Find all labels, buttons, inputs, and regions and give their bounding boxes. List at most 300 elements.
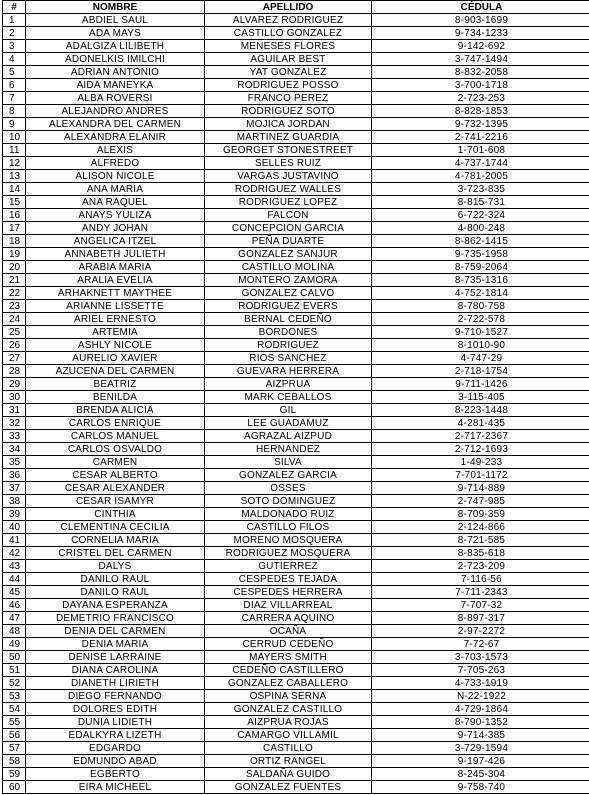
row-number: 41 (3, 534, 26, 547)
row-number: 9 (3, 118, 26, 131)
row-cedula: 7-707-32 (372, 599, 589, 612)
row-number: 33 (3, 430, 26, 443)
table-row (3, 352, 589, 365)
row-nombre: DIANETH LIRIETH (26, 677, 205, 690)
row-cedula: 8-709-359 (372, 508, 589, 521)
row-nombre: CESAR ALEXANDER (26, 482, 205, 495)
table-row (3, 482, 589, 495)
row-number: 55 (3, 716, 26, 729)
row-nombre: BRENDA ALICIA (26, 404, 205, 417)
table-row (3, 573, 589, 586)
row-apellido: MORENO MOSQUERA (205, 534, 372, 547)
table-row (3, 612, 589, 625)
table-row (3, 651, 589, 664)
row-number: 59 (3, 768, 26, 781)
table-row (3, 131, 589, 144)
row-cedula: 8-721-585 (372, 534, 589, 547)
row-cedula: 3-747-1494 (372, 53, 589, 66)
row-apellido: RODRIGUEZ EVERS (205, 300, 372, 313)
row-number: 51 (3, 664, 26, 677)
row-apellido: GONZALEZ CALVO (205, 287, 372, 300)
row-apellido: CESPEDES HERRERA (205, 586, 372, 599)
row-number: 26 (3, 339, 26, 352)
table-row (3, 248, 589, 261)
row-cedula: 4-752-1814 (372, 287, 589, 300)
row-number: 60 (3, 781, 26, 794)
row-cedula: 8-790-1352 (372, 716, 589, 729)
row-apellido: GUTIERREZ (205, 560, 372, 573)
table-row (3, 235, 589, 248)
row-number: 45 (3, 586, 26, 599)
row-nombre: AURELIO XAVIER (26, 352, 205, 365)
row-number: 34 (3, 443, 26, 456)
row-nombre: ARIEL ERNESTO (26, 313, 205, 326)
row-cedula: 9-710-1527 (372, 326, 589, 339)
row-number: 10 (3, 131, 26, 144)
table-row (3, 209, 589, 222)
row-nombre: DOLORES EDITH (26, 703, 205, 716)
row-nombre: DENISE LARRAINE (26, 651, 205, 664)
row-number: 50 (3, 651, 26, 664)
row-apellido: ORTIZ RANGEL (205, 755, 372, 768)
row-nombre: EDGARDO (26, 742, 205, 755)
row-nombre: CESAR ISAMYR (26, 495, 205, 508)
row-nombre: ANA RAQUEL (26, 196, 205, 209)
row-cedula: 3-723-835 (372, 183, 589, 196)
table-row (3, 625, 589, 638)
row-apellido: SOTO DOMINGUEZ (205, 495, 372, 508)
row-nombre: CLEMENTINA CECILIA (26, 521, 205, 534)
table-row (3, 638, 589, 651)
table-row (3, 105, 589, 118)
table-row (3, 664, 589, 677)
row-nombre: EGBERTO (26, 768, 205, 781)
row-cedula: 2-712-1693 (372, 443, 589, 456)
table-row (3, 768, 589, 781)
row-nombre: DIANA CAROLINA (26, 664, 205, 677)
row-number: 16 (3, 209, 26, 222)
table-row (3, 742, 589, 755)
row-apellido: ALVAREZ RODRIGUEZ (205, 14, 372, 27)
row-number: 57 (3, 742, 26, 755)
row-number: 38 (3, 495, 26, 508)
row-number: 48 (3, 625, 26, 638)
table-row (3, 53, 589, 66)
row-number: 22 (3, 287, 26, 300)
row-number: 23 (3, 300, 26, 313)
row-number: 46 (3, 599, 26, 612)
table-row (3, 690, 589, 703)
row-nombre: DANILO RAUL (26, 573, 205, 586)
row-apellido: CASTILLO MOLINA (205, 261, 372, 274)
row-apellido: FRANCO PEREZ (205, 92, 372, 105)
table-row (3, 92, 589, 105)
row-cedula: 3-703-1573 (372, 651, 589, 664)
row-nombre: EIRA MICHEEL (26, 781, 205, 794)
row-apellido: RODRIGUEZ SOTO (205, 105, 372, 118)
row-number: 14 (3, 183, 26, 196)
table-row (3, 66, 589, 79)
row-cedula: 8-245-304 (372, 768, 589, 781)
row-nombre: DEMETRIO FRANCISCO (26, 612, 205, 625)
row-cedula: 7-72-67 (372, 638, 589, 651)
row-cedula: 1-49-233 (372, 456, 589, 469)
row-apellido: RODRIGUEZ LOPEZ (205, 196, 372, 209)
row-cedula: 7-711-2343 (372, 586, 589, 599)
row-nombre: CARLOS OSVALDO (26, 443, 205, 456)
row-nombre: CORNELIA MARIA (26, 534, 205, 547)
row-nombre: AZUCENA DEL CARMEN (26, 365, 205, 378)
table-row (3, 40, 589, 53)
row-cedula: 3-115-405 (372, 391, 589, 404)
row-number: 35 (3, 456, 26, 469)
table-row (3, 144, 589, 157)
table-row (3, 534, 589, 547)
row-nombre: ANAYS YULIZA (26, 209, 205, 222)
table-row (3, 521, 589, 534)
row-apellido: CAMARGO VILLAMIL (205, 729, 372, 742)
table-row (3, 196, 589, 209)
row-apellido: VARGAS JUSTAVINO (205, 170, 372, 183)
row-number: 47 (3, 612, 26, 625)
row-nombre: ABDIEL SAUL (26, 14, 205, 27)
row-number: 19 (3, 248, 26, 261)
row-apellido: BERNAL CEDEÑO (205, 313, 372, 326)
row-cedula: 9-714-889 (372, 482, 589, 495)
table-row (3, 157, 589, 170)
row-cedula: 8-832-2058 (372, 66, 589, 79)
table-row (3, 261, 589, 274)
row-cedula: 9-732-1395 (372, 118, 589, 131)
row-cedula: 7-705-263 (372, 664, 589, 677)
row-apellido: GIL (205, 404, 372, 417)
row-apellido: GONZALEZ GARCIA (205, 469, 372, 482)
row-nombre: CRISTEL DEL CARMEN (26, 547, 205, 560)
row-number: 37 (3, 482, 26, 495)
row-number: 36 (3, 469, 26, 482)
row-cedula: 8-1010-90 (372, 339, 589, 352)
row-cedula: 8-862-1415 (372, 235, 589, 248)
row-apellido: OSSES (205, 482, 372, 495)
row-nombre: CARLOS ENRIQUE (26, 417, 205, 430)
row-cedula: 4-737-1744 (372, 157, 589, 170)
row-apellido: DIAZ VILLARREAL (205, 599, 372, 612)
row-cedula: 1-701-608 (372, 144, 589, 157)
table-row (3, 300, 589, 313)
row-number: 28 (3, 365, 26, 378)
row-cedula: 3-700-1718 (372, 79, 589, 92)
row-cedula: 7-701-1172 (372, 469, 589, 482)
row-cedula: 8-897-317 (372, 612, 589, 625)
row-number: 27 (3, 352, 26, 365)
row-apellido: SELLES RUIZ (205, 157, 372, 170)
row-apellido: AGRAZAL AIZPUD (205, 430, 372, 443)
row-nombre: ANNABETH JULIETH (26, 248, 205, 261)
table-row (3, 313, 589, 326)
row-number: 12 (3, 157, 26, 170)
table-header (3, 1, 589, 14)
row-cedula: 2-717-2367 (372, 430, 589, 443)
row-number: 31 (3, 404, 26, 417)
table-row (3, 14, 589, 27)
row-number: 7 (3, 92, 26, 105)
row-apellido: HERNANDEZ (205, 443, 372, 456)
row-nombre: EDALKYRA LIZETH (26, 729, 205, 742)
row-apellido: OSPINA SERNA (205, 690, 372, 703)
row-cedula: 8-759-2064 (372, 261, 589, 274)
table-row (3, 391, 589, 404)
row-nombre: DUNIA LIDIETH (26, 716, 205, 729)
table-row (3, 677, 589, 690)
row-number: 5 (3, 66, 26, 79)
row-apellido: CASTILLO FILOS (205, 521, 372, 534)
row-apellido: RODRIGUEZ (205, 339, 372, 352)
row-nombre: ARTEMIA (26, 326, 205, 339)
table-row (3, 378, 589, 391)
table-row (3, 729, 589, 742)
row-number: 44 (3, 573, 26, 586)
row-number: 18 (3, 235, 26, 248)
row-number: 30 (3, 391, 26, 404)
row-cedula: 2-741-2216 (372, 131, 589, 144)
row-nombre: DENIA MARIA (26, 638, 205, 651)
row-apellido: RODRIGUEZ MOSQUERA (205, 547, 372, 560)
row-cedula: 6-722-324 (372, 209, 589, 222)
row-nombre: ALEXIS (26, 144, 205, 157)
row-apellido: GUEVARA HERRERA (205, 365, 372, 378)
row-nombre: ANGELICA ITZEL (26, 235, 205, 248)
row-nombre: DALYS (26, 560, 205, 573)
row-cedula: 8-780-758 (372, 300, 589, 313)
row-cedula: 8-835-618 (372, 547, 589, 560)
row-nombre: ANA MARIA (26, 183, 205, 196)
row-nombre: ANDY JOHAN (26, 222, 205, 235)
table-row (3, 781, 589, 794)
table-row (3, 495, 589, 508)
row-number: 6 (3, 79, 26, 92)
row-nombre: ARABIA MARIA (26, 261, 205, 274)
row-nombre: ADRIAN ANTONIO (26, 66, 205, 79)
row-number: 54 (3, 703, 26, 716)
table-row (3, 755, 589, 768)
row-apellido: RIOS SANCHEZ (205, 352, 372, 365)
header-apellido: APELLIDO (205, 1, 372, 14)
row-nombre: ALBA ROVERSI (26, 92, 205, 105)
row-cedula: 9-758-740 (372, 781, 589, 794)
row-nombre: CARMEN (26, 456, 205, 469)
table-row (3, 326, 589, 339)
row-apellido: GONZALEZ CABALLERO (205, 677, 372, 690)
row-apellido: CESPEDES TEJADA (205, 573, 372, 586)
table-row (3, 560, 589, 573)
row-number: 20 (3, 261, 26, 274)
row-cedula: 9-735-1958 (372, 248, 589, 261)
roster-table (2, 0, 589, 794)
row-nombre: ADONELKIS IMILCHI (26, 53, 205, 66)
table-row (3, 716, 589, 729)
row-number: 49 (3, 638, 26, 651)
table-row (3, 287, 589, 300)
row-nombre: AIDA MANEYKA (26, 79, 205, 92)
row-number: 17 (3, 222, 26, 235)
row-apellido: PEÑA DUARTE (205, 235, 372, 248)
table-row (3, 118, 589, 131)
row-apellido: MOJICA JORDAN (205, 118, 372, 131)
row-apellido: SALDAÑA GUIDO (205, 768, 372, 781)
row-apellido: RODRIGUEZ WALLES (205, 183, 372, 196)
row-cedula: 4-781-2005 (372, 170, 589, 183)
row-nombre: ASHLY NICOLE (26, 339, 205, 352)
row-cedula: 2-722-578 (372, 313, 589, 326)
table-row (3, 547, 589, 560)
row-number: 58 (3, 755, 26, 768)
row-cedula: 4-800-248 (372, 222, 589, 235)
table-row (3, 274, 589, 287)
table-body (3, 14, 589, 794)
row-cedula: 4-281-435 (372, 417, 589, 430)
row-nombre: ARIANNE LISSETTE (26, 300, 205, 313)
header-number: # (3, 1, 26, 14)
row-nombre: ARHAKNETT MAYTHEE (26, 287, 205, 300)
row-number: 53 (3, 690, 26, 703)
row-apellido: CONCEPCION GARCIA (205, 222, 372, 235)
row-number: 1 (3, 14, 26, 27)
row-nombre: DANILO RAUL (26, 586, 205, 599)
row-number: 32 (3, 417, 26, 430)
row-cedula: 8-903-1699 (372, 14, 589, 27)
table-row (3, 469, 589, 482)
row-apellido: CASTILLO (205, 742, 372, 755)
table-row (3, 586, 589, 599)
row-number: 52 (3, 677, 26, 690)
table-row (3, 365, 589, 378)
row-nombre: ADA MAYS (26, 27, 205, 40)
row-number: 15 (3, 196, 26, 209)
row-apellido: MAYERS SMITH (205, 651, 372, 664)
row-number: 43 (3, 560, 26, 573)
row-number: 21 (3, 274, 26, 287)
table-row (3, 27, 589, 40)
row-apellido: AIZPRUA ROJAS (205, 716, 372, 729)
row-cedula: 2-97-2272 (372, 625, 589, 638)
row-nombre: ALEXANDRA ELANIR (26, 131, 205, 144)
row-cedula: 8-735-1316 (372, 274, 589, 287)
row-cedula: 2-723-253 (372, 92, 589, 105)
row-apellido: YAT GONZALEZ (205, 66, 372, 79)
row-number: 39 (3, 508, 26, 521)
row-number: 4 (3, 53, 26, 66)
row-apellido: CERRUD CEDEÑO (205, 638, 372, 651)
row-number: 24 (3, 313, 26, 326)
row-number: 8 (3, 105, 26, 118)
row-nombre: EDMUNDO ABAD (26, 755, 205, 768)
row-apellido: LEE GUADAMUZ (205, 417, 372, 430)
row-nombre: DAYANA ESPERANZA (26, 599, 205, 612)
row-nombre: DENIA DEL CARMEN (26, 625, 205, 638)
row-apellido: MALDONADO RUIZ (205, 508, 372, 521)
row-cedula: 8-828-1853 (372, 105, 589, 118)
table-row (3, 443, 589, 456)
row-apellido: RODRIGUEZ POSSO (205, 79, 372, 92)
row-apellido: CASTILLO GONZALEZ (205, 27, 372, 40)
table-row (3, 430, 589, 443)
row-nombre: ALEXANDRA DEL CARMEN (26, 118, 205, 131)
row-cedula: 9-197-426 (372, 755, 589, 768)
row-apellido: FALCON (205, 209, 372, 222)
row-cedula: 4-733-1919 (372, 677, 589, 690)
row-number: 42 (3, 547, 26, 560)
table-row (3, 456, 589, 469)
row-cedula: 9-734-1233 (372, 27, 589, 40)
header-nombre: NOMBRE (26, 1, 205, 14)
row-nombre: BENILDA (26, 391, 205, 404)
row-apellido: MENESES FLORES (205, 40, 372, 53)
row-number: 29 (3, 378, 26, 391)
row-cedula: 9-142-692 (372, 40, 589, 53)
table-row (3, 508, 589, 521)
row-apellido: BORDONES (205, 326, 372, 339)
row-nombre: CINTHIA (26, 508, 205, 521)
row-nombre: BEATRIZ (26, 378, 205, 391)
row-cedula: 2-723-209 (372, 560, 589, 573)
row-number: 56 (3, 729, 26, 742)
row-cedula: 2-124-866 (372, 521, 589, 534)
row-cedula: 9-714-385 (372, 729, 589, 742)
table-row (3, 170, 589, 183)
row-apellido: SILVA (205, 456, 372, 469)
row-apellido: AIZPRUA (205, 378, 372, 391)
row-number: 13 (3, 170, 26, 183)
header-row (3, 1, 589, 14)
table-row (3, 79, 589, 92)
row-cedula: 4-747-29 (372, 352, 589, 365)
row-nombre: CARLOS MANUEL (26, 430, 205, 443)
row-apellido: GEORGET STONESTREET (205, 144, 372, 157)
row-nombre: ARALIA EVELIA (26, 274, 205, 287)
row-apellido: MARK CEBALLOS (205, 391, 372, 404)
row-cedula: 8-223-1448 (372, 404, 589, 417)
row-apellido: OCAÑA (205, 625, 372, 638)
row-number: 40 (3, 521, 26, 534)
table-row (3, 599, 589, 612)
row-nombre: CESAR ALBERTO (26, 469, 205, 482)
row-nombre: DIEGO FERNANDO (26, 690, 205, 703)
row-cedula: 4-729-1864 (372, 703, 589, 716)
table-row (3, 404, 589, 417)
row-apellido: GONZALEZ CASTILLO (205, 703, 372, 716)
row-number: 25 (3, 326, 26, 339)
row-nombre: ALISON NICOLE (26, 170, 205, 183)
table-row (3, 222, 589, 235)
table-row (3, 339, 589, 352)
row-apellido: GONZALEZ FUENTES (205, 781, 372, 794)
header-cedula: CÉDULA (372, 1, 589, 14)
row-nombre: ALFREDO (26, 157, 205, 170)
row-cedula: 2-718-1754 (372, 365, 589, 378)
row-cedula: N-22-1922 (372, 690, 589, 703)
row-number: 11 (3, 144, 26, 157)
table-row (3, 703, 589, 716)
table-row (3, 183, 589, 196)
row-apellido: GONZALEZ SANJUR (205, 248, 372, 261)
row-number: 3 (3, 40, 26, 53)
row-apellido: MARTINEZ GUARDIA (205, 131, 372, 144)
row-nombre: ALEJANDRO ANDRES (26, 105, 205, 118)
row-nombre: ADALGIZA LILIBETH (26, 40, 205, 53)
row-cedula: 8-815-731 (372, 196, 589, 209)
row-apellido: AGUILAR BEST (205, 53, 372, 66)
row-cedula: 2-747-985 (372, 495, 589, 508)
